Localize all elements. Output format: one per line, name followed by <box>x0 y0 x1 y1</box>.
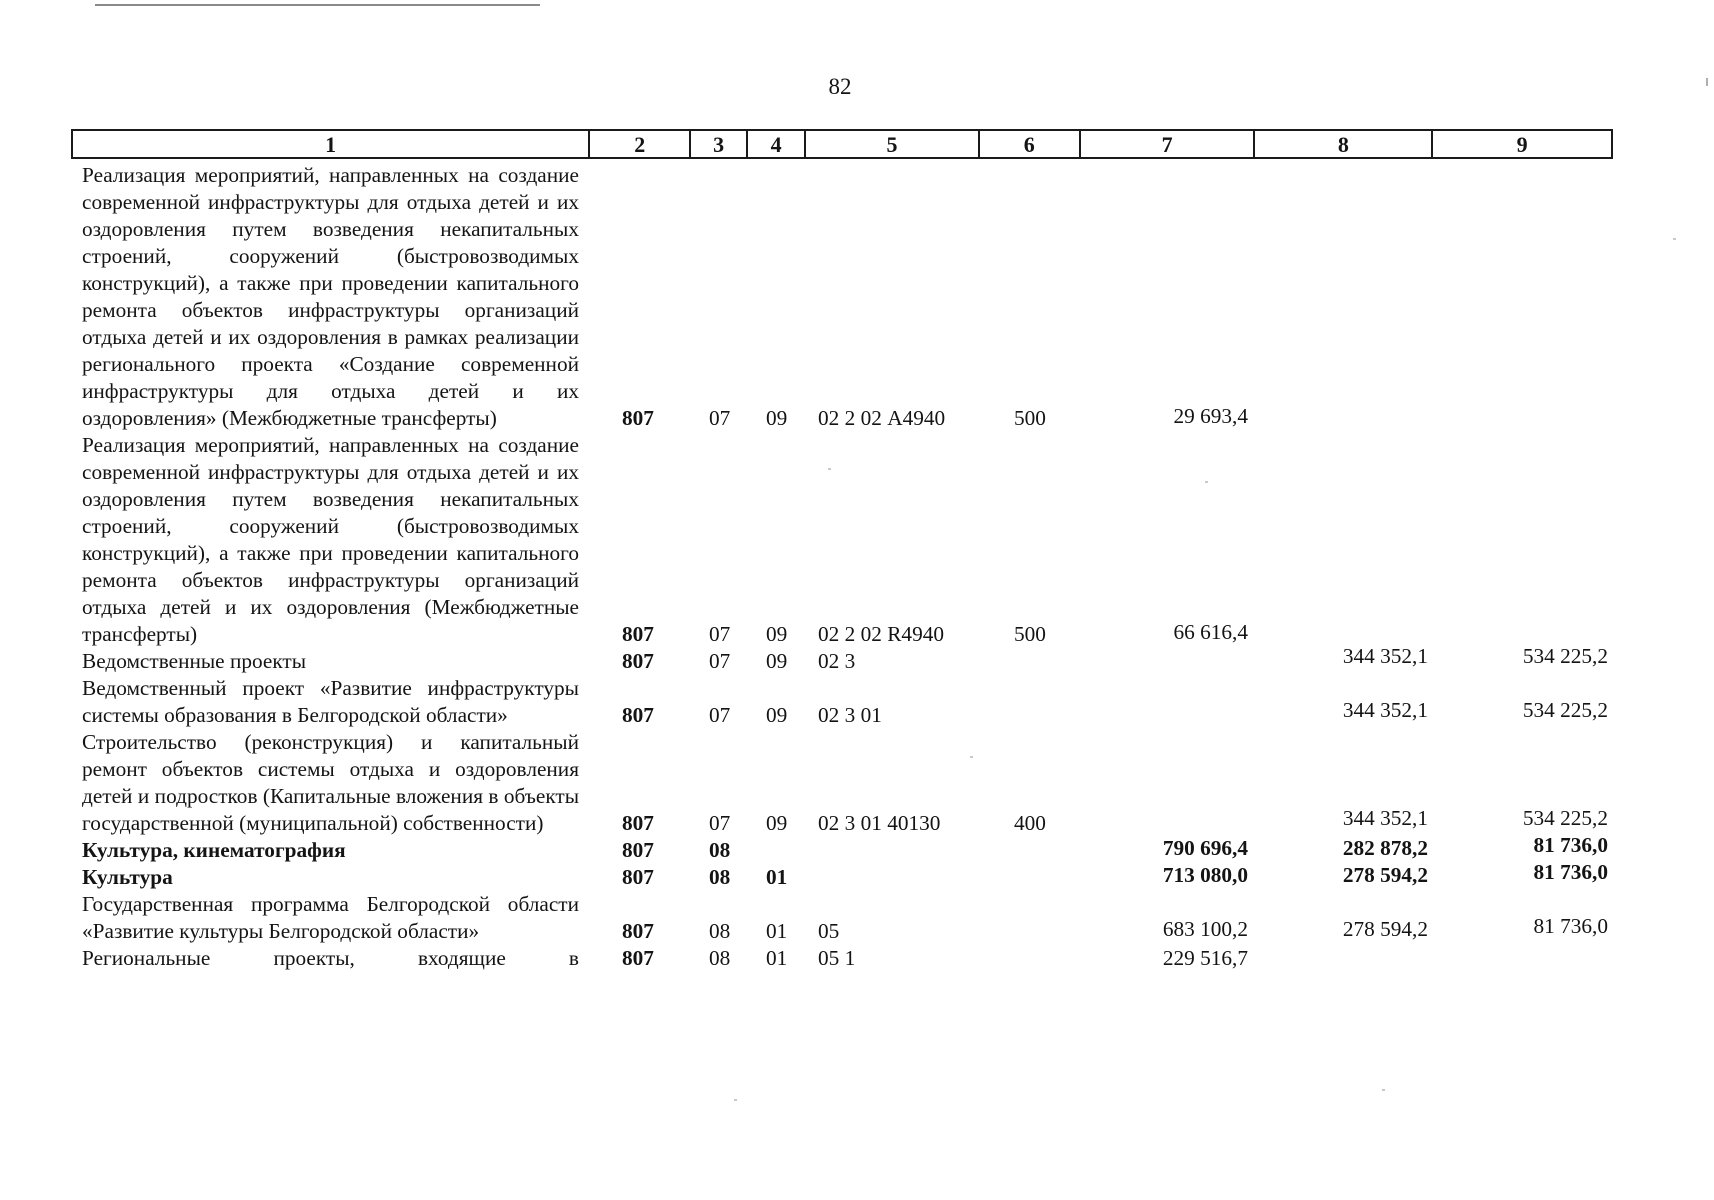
row-section: 07 <box>709 703 731 727</box>
row-admin-code: 807 <box>622 811 654 835</box>
row-subsection: 09 <box>766 811 788 835</box>
header-col-2: 2 <box>590 131 691 157</box>
row-admin-code: 807 <box>622 622 654 646</box>
row-admin-code: 807 <box>622 649 654 673</box>
row-admin-code: 807 <box>622 946 654 970</box>
row-amount-col8: 344 352,1 <box>1342 698 1428 722</box>
row-admin-code: 807 <box>622 865 654 889</box>
row-admin-code: 807 <box>622 406 654 430</box>
table-row <box>0 162 1714 432</box>
row-amount-col7: 683 100,2 <box>1162 917 1248 941</box>
table-row <box>0 860 1714 891</box>
row-subsection: 09 <box>766 406 788 430</box>
row-target-article: 02 2 02 R4940 <box>818 622 945 646</box>
header-col-6: 6 <box>980 131 1081 157</box>
row-subsection: 09 <box>766 703 788 727</box>
row-amount-col8: 278 594,2 <box>1342 863 1428 887</box>
scan-speck <box>1673 238 1676 240</box>
header-col-7: 7 <box>1081 131 1256 157</box>
row-expense-type: 400 <box>1014 811 1046 835</box>
table-row <box>0 945 1714 972</box>
row-amount-col7: 713 080,0 <box>1162 863 1248 887</box>
row-amount-col9: 81 736,0 <box>1533 914 1608 938</box>
row-subsection: 01 <box>766 919 788 943</box>
table-row <box>0 833 1714 864</box>
row-amount-col8: 282 878,2 <box>1342 836 1428 860</box>
row-admin-code: 807 <box>622 838 654 862</box>
row-description: Реализация мероприятий, направленных на создание современной инфраструктуры для отдыха детей и их оздоровления путем возведения некапитальных строений, сооружений (быстровозводимых конструкций), а также при проведении капитального ремонта объектов инфраструктуры организаций отдыха детей и их оздоровления в рамках реализации регионального проекта «Создание современной инфраструктуры для отдыха детей и их оздоровления» (Межбюджетные трансферты) <box>82 163 579 430</box>
row-section: 07 <box>709 649 731 673</box>
row-admin-code: 807 <box>622 919 654 943</box>
header-col-5: 5 <box>806 131 980 157</box>
header-col-1: 1 <box>73 131 590 157</box>
row-amount-col9: 534 225,2 <box>1522 698 1608 722</box>
table-body <box>0 162 1714 972</box>
table-row <box>0 675 1714 729</box>
row-target-article: 02 2 02 А4940 <box>818 406 946 430</box>
page-number: 82 <box>828 74 852 99</box>
table-row <box>0 432 1714 648</box>
row-section: 07 <box>709 811 731 835</box>
row-section: 08 <box>709 919 731 943</box>
scan-speck <box>734 1099 737 1101</box>
row-expense-type: 500 <box>1014 622 1046 646</box>
row-amount-col7: 229 516,7 <box>1162 946 1248 970</box>
row-subsection: 09 <box>766 622 788 646</box>
row-description: Культура, кинематография <box>82 838 346 862</box>
scan-speck <box>1382 1089 1385 1091</box>
row-section: 08 <box>709 865 731 889</box>
row-amount-col7: 790 696,4 <box>1162 836 1248 860</box>
row-admin-code: 807 <box>622 703 654 727</box>
row-amount-col9: 81 736,0 <box>1533 833 1608 857</box>
row-amount-col7: 66 616,4 <box>1173 620 1248 644</box>
table-header-row <box>71 129 1613 159</box>
row-description: Строительство (реконструкция) и капитальный ремонт объектов системы отдыха и оздоровления детей и подростков (Капитальные вложения в объекты государственной (муниципальной) собственности) <box>82 730 579 835</box>
row-subsection: 01 <box>766 865 788 889</box>
row-amount-col8: 344 352,1 <box>1342 644 1428 668</box>
row-amount-col9: 81 736,0 <box>1533 860 1608 884</box>
row-section: 08 <box>709 838 731 862</box>
row-amount-col7: 29 693,4 <box>1173 404 1248 428</box>
row-expense-type: 500 <box>1014 406 1046 430</box>
scan-speck <box>970 756 973 758</box>
scan-speck <box>1205 481 1208 483</box>
row-target-article: 02 3 01 <box>818 703 882 727</box>
scan-artifact-line <box>95 4 540 6</box>
row-section: 07 <box>709 406 731 430</box>
header-col-9: 9 <box>1516 132 1528 157</box>
row-subsection: 09 <box>766 649 788 673</box>
row-description: Ведомственные проекты <box>82 649 307 673</box>
table-row <box>0 891 1714 945</box>
header-col-4: 4 <box>748 131 806 157</box>
row-description: Реализация мероприятий, направленных на создание современной инфраструктуры для отдыха детей и их оздоровления путем возведения некапитальных строений, сооружений (быстровозводимых конструкций), а также при проведении капитального ремонта объектов инфраструктуры организаций отдыха детей и их оздоровления (Межбюджетные трансферты) <box>82 433 579 646</box>
scan-artifact-mark <box>1706 78 1708 86</box>
table-row <box>0 644 1714 675</box>
row-amount-col8: 278 594,2 <box>1342 917 1428 941</box>
row-target-article: 02 3 01 40130 <box>818 811 941 835</box>
scan-speck <box>828 468 831 470</box>
row-target-article: 05 <box>818 919 840 943</box>
row-target-article: 02 3 <box>818 649 856 673</box>
header-col-8: 8 <box>1255 131 1433 157</box>
table-row <box>0 729 1714 837</box>
row-target-article: 05 1 <box>818 946 856 970</box>
row-description: Региональные проекты, входящие в <box>82 946 579 970</box>
row-amount-col9: 534 225,2 <box>1522 644 1608 668</box>
row-description: Ведомственный проект «Развитие инфраструктуры системы образования в Белгородской области» <box>82 676 579 727</box>
row-description: Культура <box>82 865 173 889</box>
row-amount-col8: 344 352,1 <box>1342 806 1428 830</box>
header-col-3: 3 <box>691 131 748 157</box>
row-amount-col9: 534 225,2 <box>1522 806 1608 830</box>
row-subsection: 01 <box>766 946 788 970</box>
row-section: 08 <box>709 946 731 970</box>
row-description: Государственная программа Белгородской области «Развитие культуры Белгородской области» <box>82 892 579 943</box>
row-section: 07 <box>709 622 731 646</box>
